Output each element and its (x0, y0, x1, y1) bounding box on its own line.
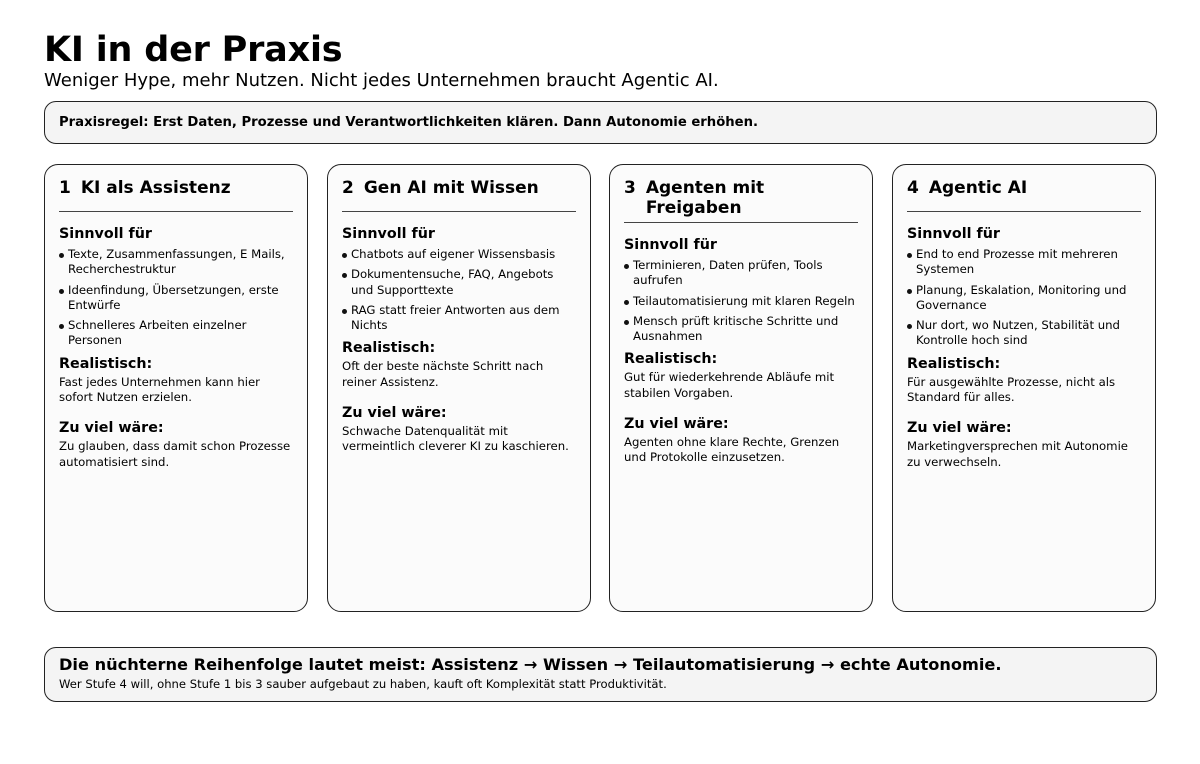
card-title (342, 178, 576, 212)
card-title (907, 178, 1141, 212)
useful-for-heading: Sinnvoll für (342, 226, 435, 242)
stage-card-4 (892, 164, 1156, 612)
practice-rule-text: Praxisregel: Erst Daten, Prozesse und Verantwortlichkeiten klären. Dann Autonomie erhöhen. (59, 115, 758, 130)
useful-for-heading: Sinnvoll für (907, 226, 1000, 242)
bullet-icon (342, 273, 347, 278)
bullet-icon (624, 264, 629, 269)
list-item: End to end Prozesse mit mehreren Systemen (907, 247, 1141, 278)
list-item: Mensch prüft kritische Schritte und Ausnahmen (624, 314, 858, 345)
card-number: 2 (342, 178, 354, 198)
stage-card-2 (327, 164, 591, 612)
realistic-text: Fast jedes Unternehmen kann hier sofort Nutzen erzielen. (59, 374, 260, 405)
realistic-heading: Realistisch: (907, 355, 1001, 372)
list-item: Ideenfindung, Übersetzungen, erste Entwürfe (59, 283, 293, 314)
card-title-text: Agenten mit Freigaben (645, 178, 765, 218)
useful-for-list (59, 247, 293, 349)
bullet-icon (59, 289, 64, 294)
realistic-heading: Realistisch: (59, 355, 153, 372)
stage-cards (44, 164, 1157, 612)
list-item: Teilautomatisierung mit klaren Regeln (624, 294, 858, 309)
bullet-icon (342, 309, 347, 314)
summary-box (44, 647, 1157, 702)
card-title-text: Agentic AI (928, 178, 1028, 198)
list-item: Schnelleres Arbeiten einzelner Personen (59, 318, 293, 349)
realistic-text: Oft der beste nächste Schritt nach reiner Assistenz. (342, 359, 544, 389)
summary-sequence: Die nüchterne Reihenfolge lautet meist: Assistenz → Wissen → Teilautomatisierung → echte Autonomie. (59, 655, 1002, 674)
too-much-text: Zu glauben, dass damit schon Prozesse automatisiert sind. (59, 439, 291, 469)
too-much-text: Schwache Datenqualität mit vermeintlich cleverer KI zu kaschieren. (342, 424, 569, 454)
practice-rule-box (44, 101, 1157, 144)
realistic-heading: Realistisch: (624, 351, 718, 368)
too-much-heading: Zu viel wäre: (59, 420, 164, 437)
list-item: Texte, Zusammenfassungen, E Mails, Recherchestruktur (59, 247, 293, 278)
card-number: 3 (624, 178, 636, 198)
too-much-text: Marketingversprechen mit Autonomie zu verwechseln. (907, 439, 1129, 469)
useful-for-list (624, 258, 858, 344)
list-item: Nur dort, wo Nutzen, Stabilität und Kontrolle hoch sind (907, 318, 1141, 349)
stage-card-1 (44, 164, 308, 612)
bullet-icon (907, 253, 912, 258)
card-number: 4 (907, 178, 919, 198)
list-item: Planung, Eskalation, Monitoring und Governance (907, 283, 1141, 314)
too-much-text: Agenten ohne klare Rechte, Grenzen und Protokolle einzusetzen. (624, 435, 840, 465)
bullet-icon (907, 324, 912, 329)
too-much-heading: Zu viel wäre: (624, 416, 729, 433)
bullet-icon (59, 324, 64, 329)
summary-note: Wer Stufe 4 will, ohne Stufe 1 bis 3 sauber aufgebaut zu haben, kauft oft Komplexität statt Produktivität. (59, 677, 667, 691)
too-much-heading: Zu viel wäre: (907, 420, 1012, 437)
bullet-icon (342, 253, 347, 258)
useful-for-heading: Sinnvoll für (59, 226, 152, 242)
bullet-icon (624, 300, 629, 305)
useful-for-list (342, 247, 576, 333)
realistic-text: Für ausgewählte Prozesse, nicht als Standard für alles. (907, 374, 1116, 405)
list-item: Dokumentensuche, FAQ, Angebots und Supporttexte (342, 267, 576, 298)
stage-card-3 (609, 164, 873, 612)
realistic-heading: Realistisch: (342, 340, 436, 357)
bullet-icon (59, 253, 64, 258)
card-title (59, 178, 293, 212)
list-item: Chatbots auf eigener Wissensbasis (342, 247, 576, 262)
card-title (624, 178, 858, 223)
page-title: KI in der Praxis (44, 30, 343, 70)
bullet-icon (907, 289, 912, 294)
card-number: 1 (59, 178, 71, 198)
card-title-text: Gen AI mit Wissen (363, 178, 539, 198)
bullet-icon (624, 320, 629, 325)
page-subtitle: Weniger Hype, mehr Nutzen. Nicht jedes Unternehmen braucht Agentic AI. (44, 70, 719, 91)
too-much-heading: Zu viel wäre: (342, 405, 447, 422)
useful-for-list (907, 247, 1141, 349)
realistic-text: Gut für wiederkehrende Abläufe mit stabilen Vorgaben. (624, 370, 835, 400)
card-title-text: KI als Assistenz (80, 178, 231, 198)
useful-for-heading: Sinnvoll für (624, 237, 717, 253)
list-item: RAG statt freier Antworten aus dem Nichts (342, 303, 576, 334)
list-item: Terminieren, Daten prüfen, Tools aufrufen (624, 258, 858, 289)
